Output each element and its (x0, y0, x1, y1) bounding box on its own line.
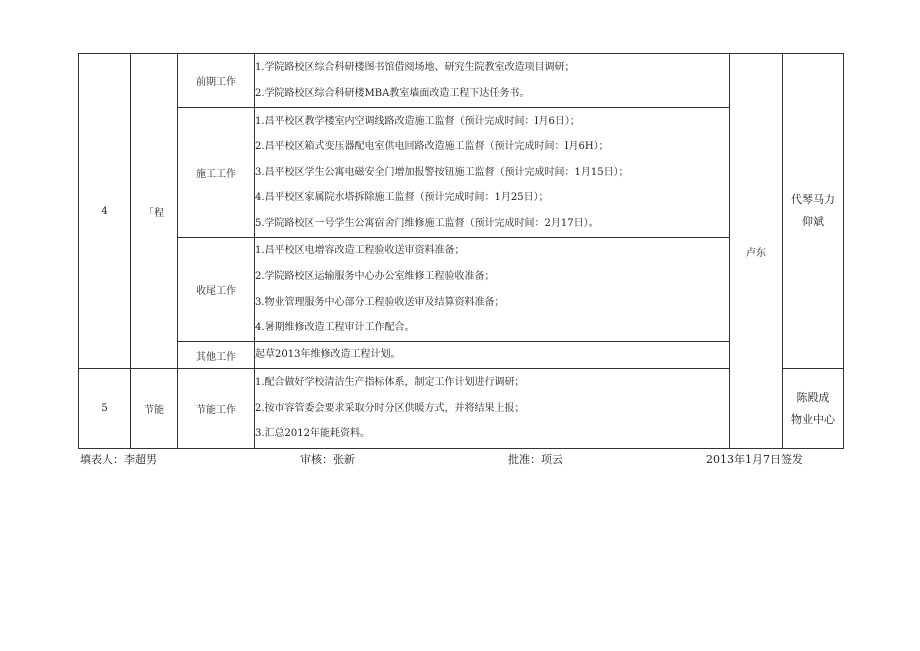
sub-category: 收尾工作 (178, 238, 255, 342)
task-item: 2.按市容管委会要求采取分时分区供暖方式，并将结果上报； (255, 402, 525, 414)
task-list (255, 54, 730, 108)
task-list (255, 108, 730, 238)
table-row (79, 108, 844, 238)
table-row (79, 238, 844, 342)
task-item: 3.物业管理服务中心部分工程验收送审及结算资料准备； (255, 296, 505, 308)
sub-category: 施工工作 (178, 108, 255, 238)
reviewer-signature: 审核：张新 (300, 453, 355, 466)
task-list (255, 369, 730, 449)
person-name: 代琴马力 (791, 193, 835, 206)
task-item: 2.学院路校区运输服务中心办公室维修工程验收准备； (255, 270, 495, 282)
task-list (255, 238, 730, 342)
sub-category: 其他工作 (178, 342, 255, 369)
task-item: 1.学院路校区综合科研楼图书馆借阅场地、研究生院教室改造项目调研； (255, 61, 575, 73)
task-item: 起草2013年维修改造工程计划。 (255, 349, 401, 361)
task-item: 5.学院路校区一号学生公寓宿舍门维修施工监督（预计完成时间：2月17日）。 (255, 217, 599, 229)
task-item: 2.学院路校区综合科研楼MBA教室墙面改造工程下达任务书。 (255, 87, 530, 99)
task-item: 4.昌平校区家属院水塔拆除施工监督（预计完成时间：1月25日）； (255, 192, 549, 204)
table-row (79, 369, 844, 449)
category-cell: 节能 (131, 369, 178, 449)
task-item: 1.昌平校区电增容改造工程验收送审资料准备； (255, 245, 465, 257)
table-row (79, 54, 844, 108)
persons-cell (783, 369, 844, 449)
sub-category: 节能工作 (178, 369, 255, 449)
filler-signature: 填表人：李超男 (80, 453, 157, 466)
task-item: 4.暑期维修改造工程审计工作配合。 (255, 322, 415, 334)
sub-category: 前期工作 (178, 54, 255, 108)
task-item: 1.昌平校区教学楼室内空调线路改造施工监督（预计完成时间：I月6日）； (255, 115, 580, 127)
task-item: 3.昌平校区学生公寓电磁安全门增加报警按钮施工监督（预计完成时间：1月15日）； (255, 166, 629, 178)
task-item: 2.昌平校区箱式变压器配电室供电回路改造施工监督（预计完成时间：I月6H）； (255, 141, 609, 153)
row-number: 5 (79, 369, 131, 449)
category-cell: 「程 (131, 54, 178, 369)
leader-cell: 卢东 (730, 54, 783, 449)
issue-date: 2013年1月7日签发 (706, 453, 803, 466)
person-name: 陈殿成 (796, 390, 830, 404)
persons-cell (783, 54, 844, 369)
work-plan-table (78, 53, 844, 449)
table-row (79, 342, 844, 369)
person-name: 仰斌 (802, 215, 824, 228)
person-name: 物业中心 (791, 412, 835, 426)
task-item: 3.汇总2012年能耗资料。 (255, 428, 370, 440)
row-number: 4 (79, 54, 131, 369)
task-list (255, 342, 730, 369)
task-item: 1.配合做好学校清洁生产指标体系，制定工作计划进行调研； (255, 377, 525, 389)
approver-signature: 批准：项云 (508, 453, 563, 466)
